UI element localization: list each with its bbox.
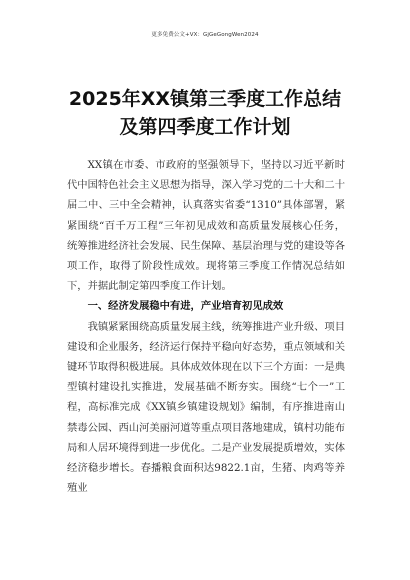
page-header: 更多免费公文+VX：GjGeGongWen2024 [151, 32, 259, 38]
intro-paragraph: XX镇在市委、市政府的坚强领导下，坚持以习近平新时代中国特色社会主义思想为指导，深入学习党的二十大和二十届二中、三中全会精神，认真落实省委“1310”具体部署，紧紧围绕“百千万工程”三年初见成效和高质量发展核心任务，统筹推进经济社会发展、民生保障、基层治理与党的建设等各项工作，取得了阶段性成效。现将第三季度工作情况总结如下，并据此制定第四季度工作计划。 [67, 159, 346, 293]
document-title: 2025年XX镇第三季度工作总结及第四季度工作计划 [68, 88, 342, 138]
document-body [67, 155, 345, 498]
body-paragraph: 我镇紧紧围绕高质量发展主线，统筹推进产业升级、项目建设和企业服务，经济运行保持平稳向好态势，重点领域和关键环节取得积极进展。具体成效体现在以下三个方面：一是典型镇村建设扎实推进，发展基础不断夯实。围绕“七个一”工程，高标准完成《XX镇乡镇建设规划》编制，有序推进南山禁毒公园、西山河美丽河道等重点项目落地建成，镇村功能布局和人居环境得到进一步优化。二是产业发展提质增效，实体经济稳步增长。春播粮食面积达9822.1亩，生猪、肉鸡等养殖业 [67, 320, 346, 495]
section-heading: 一、经济发展稳中有进，产业培育初见成效 [87, 300, 284, 313]
